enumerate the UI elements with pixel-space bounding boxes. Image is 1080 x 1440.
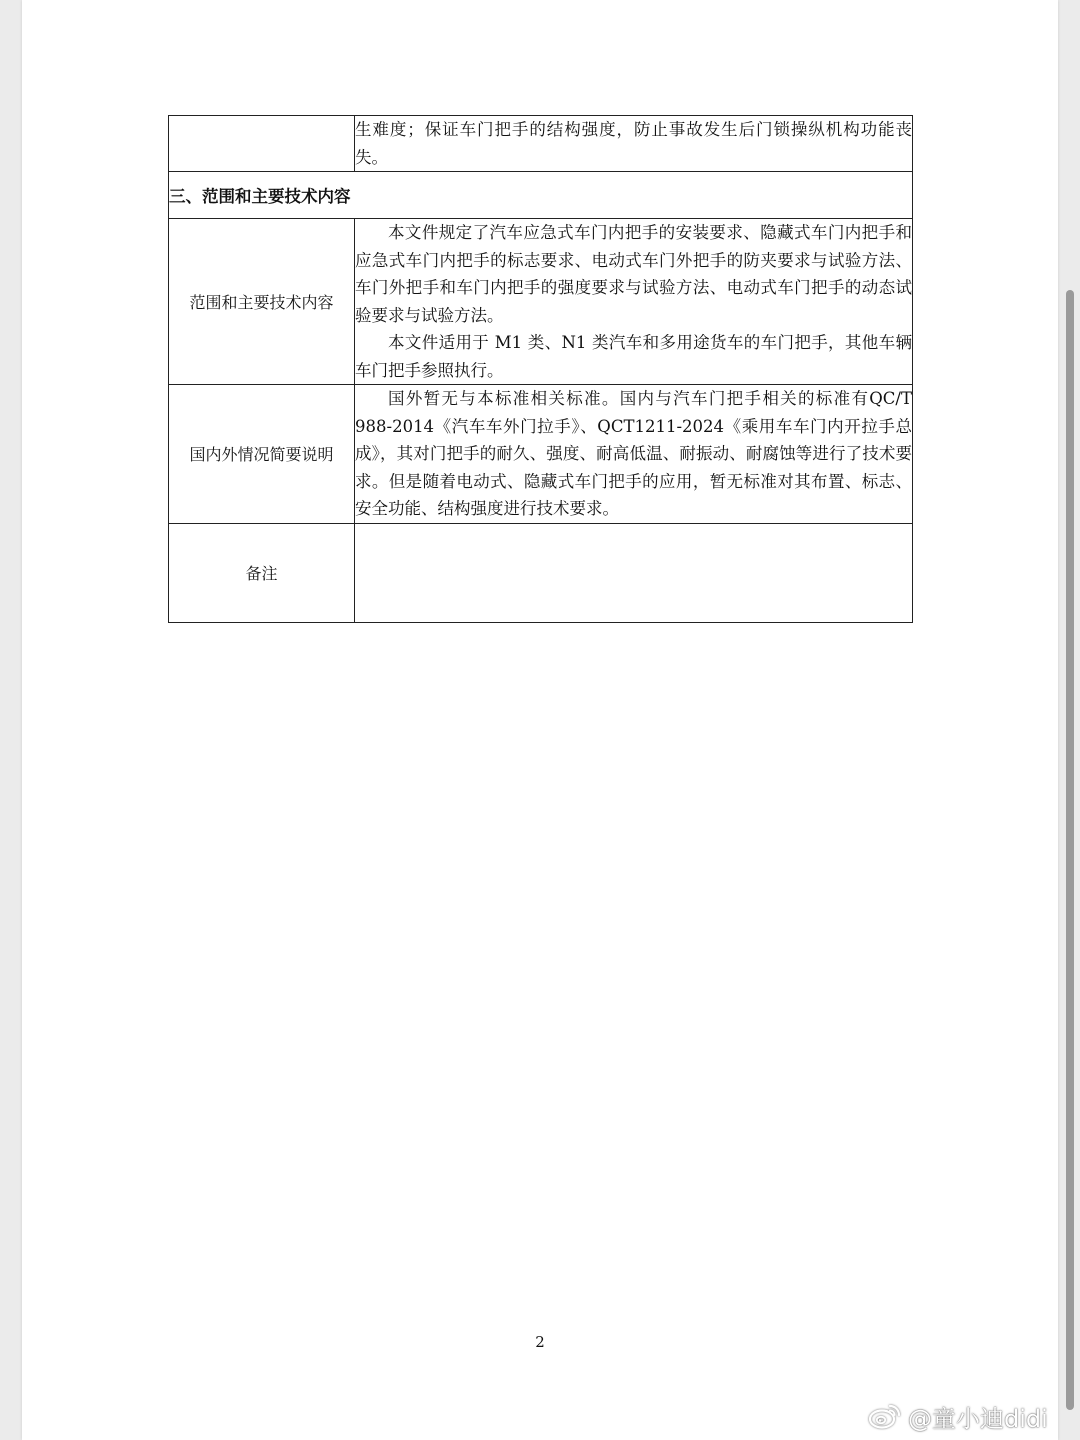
notes-label: 备注 [169,523,355,622]
watermark [868,1396,1048,1436]
international-paragraph: 国外暂无与本标准相关标准。国内与汽车门把手相关的标准有QC/T 988-2014《汽车车外门拉手》、QCT1211-2024《乘用车车门内开拉手总成》，其对门把手的耐久、强度、耐高低温、耐振动、耐腐蚀等进行了技术要求。但是随着电动式、隐藏式车门把手的应用，暂无标准对其布置、标志、安全功能、结构强度进行技术要求。 [355,389,912,518]
weibo-logo-icon [868,1402,902,1430]
table-row-section-heading [169,172,913,219]
continuation-text: 生难度；保证车门把手的结构强度，防止事故发生后门锁操纵机构功能丧失。 [355,120,912,167]
scope-content [355,219,913,385]
standard-info-table [168,115,913,623]
scope-paragraph-2: 本文件适用于 M1 类、N1 类汽车和多用途货车的车门把手，其他车辆车门把手参照执行。 [355,333,912,380]
scope-paragraph-1: 本文件规定了汽车应急式车门内把手的安装要求、隐藏式车门内把手和应急式车门内把手的标志要求、电动式车门外把手的防夹要求与试验方法、车门外把手和车门内把手的强度要求与试验方法、电动式车门把手的动态试验要求与试验方法。 [355,223,912,325]
notes-value [355,523,913,622]
section-heading: 三、范围和主要技术内容 [169,172,913,219]
page-number: 2 [535,1333,545,1351]
continuation-text-cell [355,116,913,172]
table-row-international [169,385,913,524]
international-content [355,385,913,524]
table-row-notes [169,523,913,622]
scope-label: 范围和主要技术内容 [169,219,355,385]
international-label: 国内外情况简要说明 [169,385,355,524]
table-row-scope [169,219,913,385]
scrollbar[interactable] [1066,290,1074,1410]
empty-label-cell [169,116,355,172]
watermark-text: @童小迪didi [908,1404,1048,1433]
table-row-continuation [169,116,913,172]
